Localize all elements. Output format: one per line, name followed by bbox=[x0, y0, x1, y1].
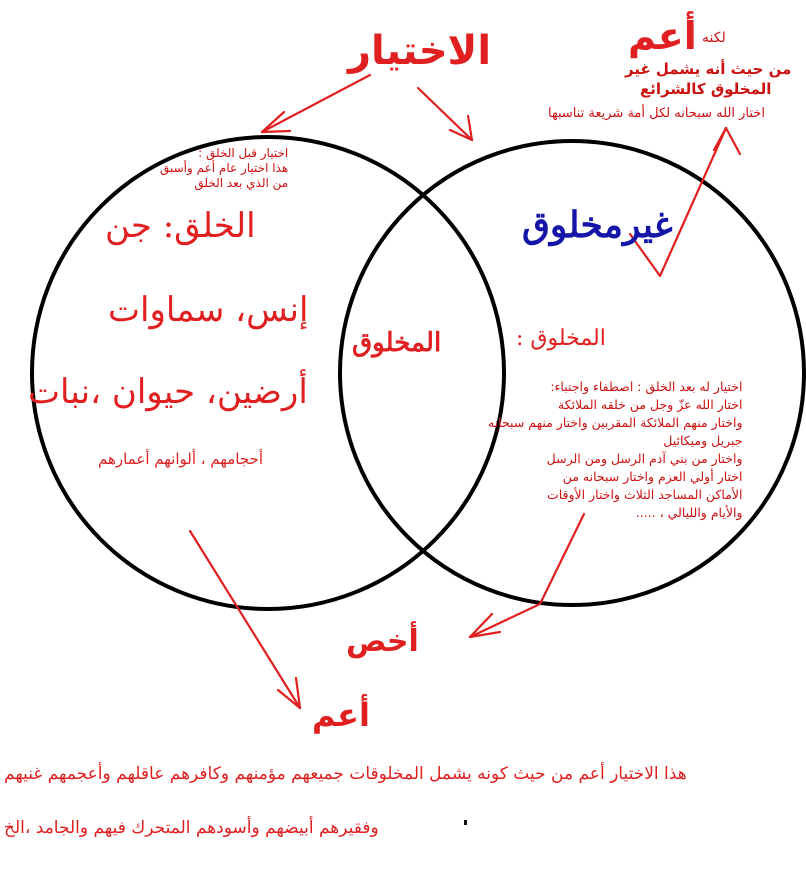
bottom-aam-label: أعم bbox=[312, 696, 370, 734]
list-item: جبريل وميكائيل bbox=[663, 433, 743, 448]
right-circle-title: غيرمخلوق bbox=[522, 204, 673, 246]
left-circle-line-4: أحجامهم ، ألوانهم أعمارهم bbox=[98, 450, 263, 468]
arrow-right-to-akhass bbox=[470, 514, 584, 637]
list-item: اختيار له بعد الخلق : اصطفاء واجتباء: bbox=[550, 379, 743, 394]
list-item: واختار منهم الملائكة المقربين واختار منهم سبحانه bbox=[488, 415, 743, 430]
top-right-line-1: من حيث أنه يشمل غير bbox=[625, 60, 792, 78]
before-creation-line-1: اختيار قبل الخلق : bbox=[198, 146, 289, 160]
list-item: واختار من بني آدم الرسل ومن الرسل bbox=[546, 451, 743, 466]
bottom-text-line-2: وفقيرهم أبيضهم وأسودهم المتحرك فيهم والجامد ،الخ bbox=[4, 818, 379, 838]
left-circle-line-2: إنس، سماوات bbox=[108, 290, 309, 330]
arrow-noncreated-to-top-right bbox=[630, 128, 740, 276]
arrow-title-to-right bbox=[418, 88, 472, 140]
list-item: الأماكن المساجد الثلاث واختار الأوقات bbox=[546, 487, 743, 502]
stray-dot bbox=[464, 820, 467, 825]
list-item: اختار أولي العزم واختار سبحانه من bbox=[562, 469, 743, 484]
bottom-text-line-1: هذا الاختيار أعم من حيث كونه يشمل المخلوقات جميعهم مؤمنهم وكافرهم عاقلهم وأعجمهم غنيهم bbox=[4, 764, 687, 784]
top-right-line-3: اختار الله سبحانه لكل أمة شريعة تناسبها bbox=[548, 106, 765, 121]
list-item: والأيام والليالي ، ..... bbox=[635, 505, 743, 520]
top-right-line-2: المخلوق كالشرائع bbox=[640, 80, 772, 98]
right-circle-created-label: المخلوق : bbox=[516, 326, 606, 351]
before-creation-line-3: من الذي بعد الخلق bbox=[194, 176, 289, 190]
left-circle-line-3: أرضين، حيوان ،نبات bbox=[28, 372, 308, 412]
arrow-left-to-aam bbox=[190, 531, 300, 708]
right-circle-list bbox=[488, 378, 743, 522]
akhass-label: أخص bbox=[346, 624, 419, 659]
list-item: اختار الله عزّ وجل من خلقه الملائكة bbox=[557, 397, 743, 412]
top-right-aam-label: أعم bbox=[628, 14, 697, 58]
before-creation-line-2: هذا اختيار عام أعم وأسبق bbox=[160, 161, 289, 175]
top-right-lakinnahu: لكنه bbox=[702, 30, 726, 46]
left-circle-line-1: الخلق: جن bbox=[105, 206, 256, 246]
before-creation-note bbox=[160, 146, 288, 191]
arrow-title-to-left bbox=[262, 75, 370, 132]
diagram-title: الاختيار bbox=[348, 28, 492, 74]
intersection-label: المخلوق bbox=[352, 328, 442, 358]
